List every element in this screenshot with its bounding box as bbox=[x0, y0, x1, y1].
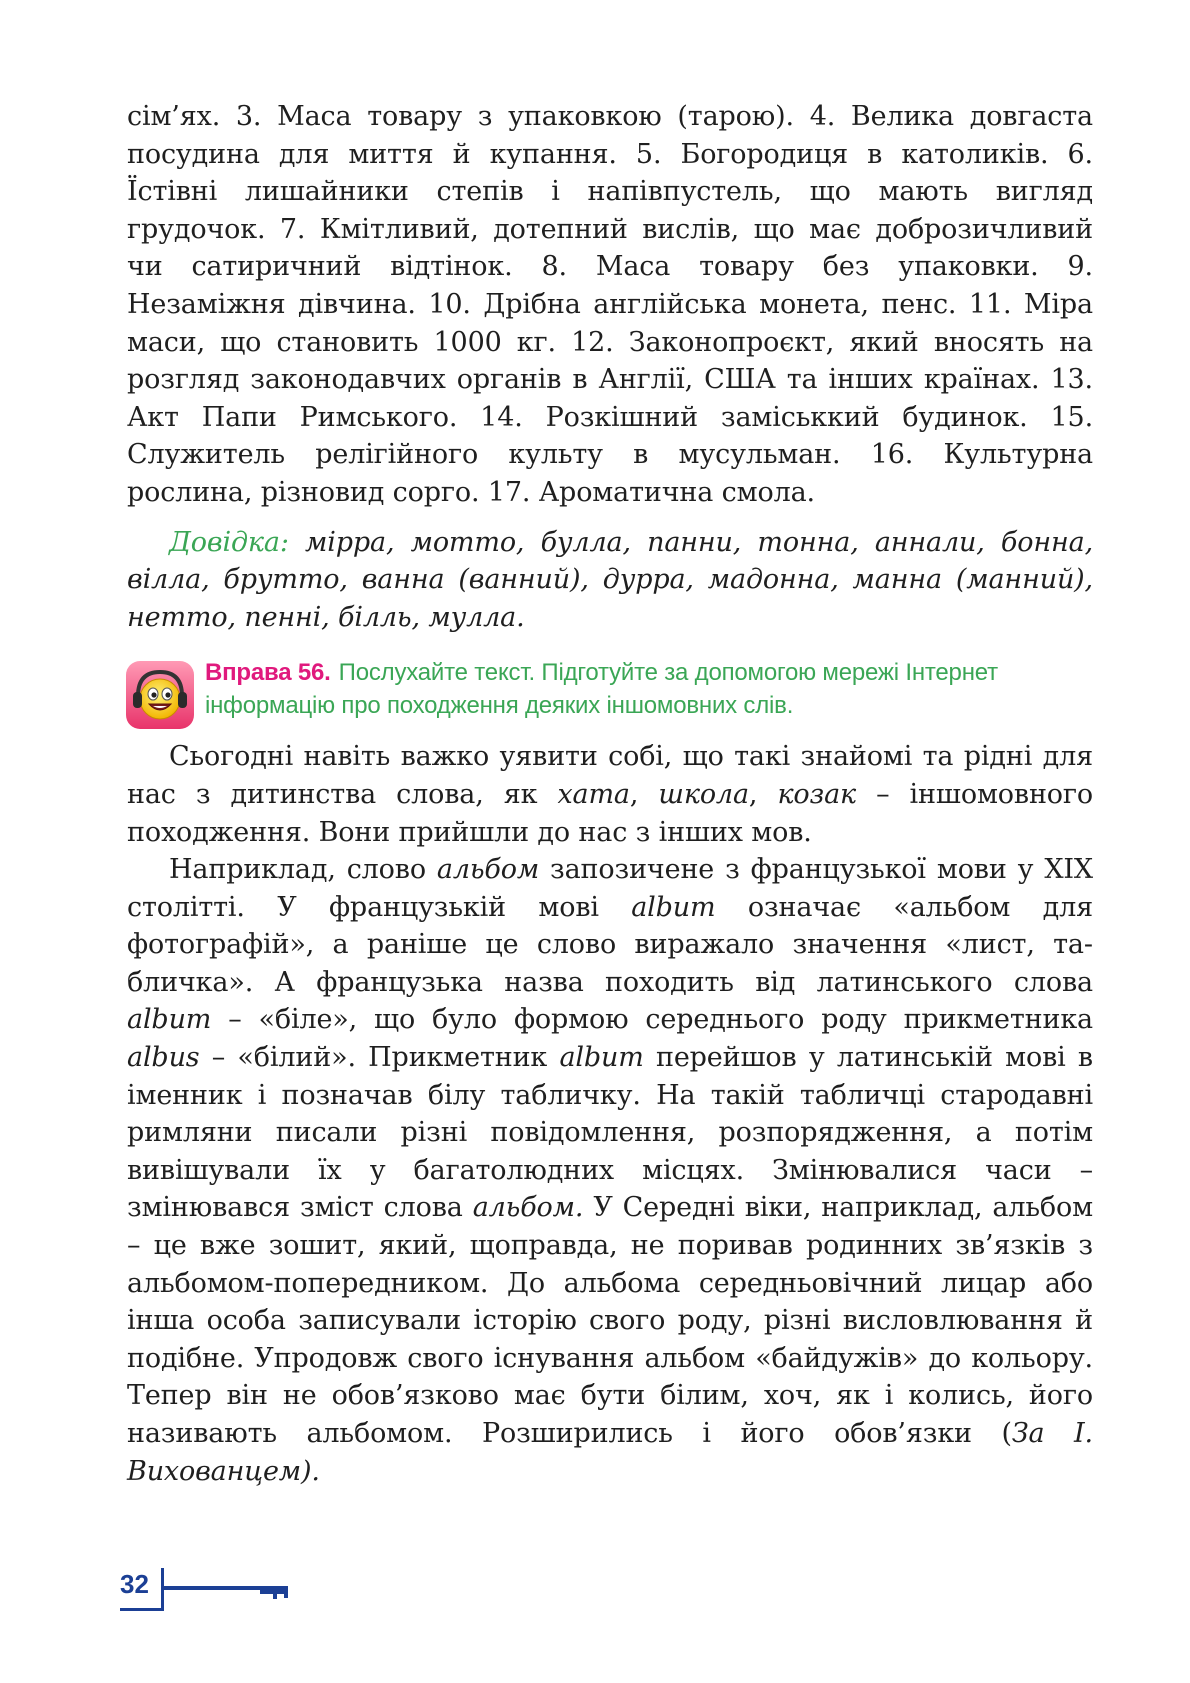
p2-word-5: album bbox=[559, 1042, 644, 1074]
p1-text-c: , bbox=[748, 778, 778, 810]
page-content bbox=[127, 98, 1093, 1490]
p2-word-3: album bbox=[127, 1004, 212, 1036]
reference-label: Довідка: bbox=[169, 526, 289, 558]
page-footer bbox=[120, 1566, 310, 1614]
definitions-paragraph bbox=[127, 98, 1093, 512]
p2-text-g: У Середні віки, наприклад, альбом – це вже зошит, який, щоправда, не поривав родинних зв’язків з альбомом-попередником. До альбома середньовічний лицар або інша особа записували історію свого роду, різні висловлювання й подібне. Упродовж свого існування альбом «байдужів» до кольору. Тепер він не обов’язково має бути білим, хоч, як і колись, його називають альбомом. Розширились і його обов’язки ( bbox=[127, 1192, 1093, 1449]
p1-text-b: , bbox=[629, 778, 659, 810]
definitions-text: сім’ях. 3. Маса товару з упаковкою (тарою). 4. Велика довгаста посудина для миття й купання. 5. Богородиця в католиків. 6. Їстівні лишайники степів і напівпустель, що мають вигляд грудочок. 7. Кмітливий, дотепний вислів, що має доброзичливий чи сатиричний відтінок. 8. Маса товару без упаковки. 9. Незаміжня дівчина. 10. Дрібна англійська монета, пенс. 11. Міра маси, що становить 1000 кг. 12. Законопроєкт, який вносять на розгляд законодавчих органів в Англії, США та інших країнах. 13. Акт Папи Римського. 14. Розкішний заміськкий будинок. 15. Служитель релігійного культу в мусульман. 16. Культурна рослина, різновид сорго. 17. Ароматична смола. bbox=[127, 101, 1093, 508]
p1-word-hata: хата bbox=[557, 778, 630, 810]
p2-source: За І. Вихованцем). bbox=[127, 1418, 1093, 1487]
p1-text-d: – іншомовного походження. Вони прийшли до нас з інших мов. bbox=[127, 778, 1093, 848]
smiley-headphones-icon bbox=[125, 660, 195, 730]
exercise-instruction: Послухайте текст. Підготуйте за допомогою мережі Інтернет інформацію про походження деяких іншомовних слів. bbox=[205, 659, 998, 720]
p1-word-kozak: козак bbox=[777, 778, 857, 810]
reference-words: мірра, мотто, булла, панни, тонна, аннали, бонна, вілла, брутто, ванна (ванний), дурра, мадонна, манна (манний), нетто, пенні, білль, мулла. bbox=[127, 526, 1093, 633]
p1-text-a: Сьогодні навіть важко уявити собі, що такі знайомі та рідні для нас з дитинства слова, як bbox=[127, 741, 1093, 810]
p2-word-1: альбом bbox=[436, 854, 540, 886]
reference-block bbox=[127, 524, 1093, 637]
page-number: 32 bbox=[120, 1569, 149, 1599]
text-paragraph-2 bbox=[127, 851, 1093, 1490]
p2-text-a: Наприклад, слово bbox=[169, 854, 437, 886]
p1-word-shkola: школа bbox=[658, 778, 749, 810]
exercise-header bbox=[127, 654, 1093, 732]
exercise-task bbox=[205, 656, 1093, 722]
p2-text-c: означає «альбом для фотографій», а раніше це слово виражало значення «лист, табличка». А французька назва походить від латинського слова bbox=[127, 891, 1093, 998]
exercise-number: Вправа 56. bbox=[205, 659, 331, 687]
p2-word-6: альбом. bbox=[472, 1192, 584, 1224]
p2-text-d: – «біле», що було формою середнього роду прикметника bbox=[211, 1004, 1093, 1036]
p2-text-b: запозичене з французької мови у XIX столітті. У французькій мові bbox=[127, 854, 1093, 923]
text-paragraph-1 bbox=[127, 738, 1093, 851]
p2-word-2: album bbox=[631, 891, 716, 923]
p2-word-4: albus bbox=[127, 1042, 200, 1074]
p2-text-f: перейшов у латинській мові в іменник і позначав білу табличку. На такій табличці стародавні римляни писали різні повідомлення, розпорядження, а потім вивішували їх у багатолюдних місцях. Змінювалися часи – змінювався зміст слова bbox=[127, 1042, 1093, 1224]
p2-text-e: – «білий». Прикметник bbox=[199, 1042, 560, 1074]
